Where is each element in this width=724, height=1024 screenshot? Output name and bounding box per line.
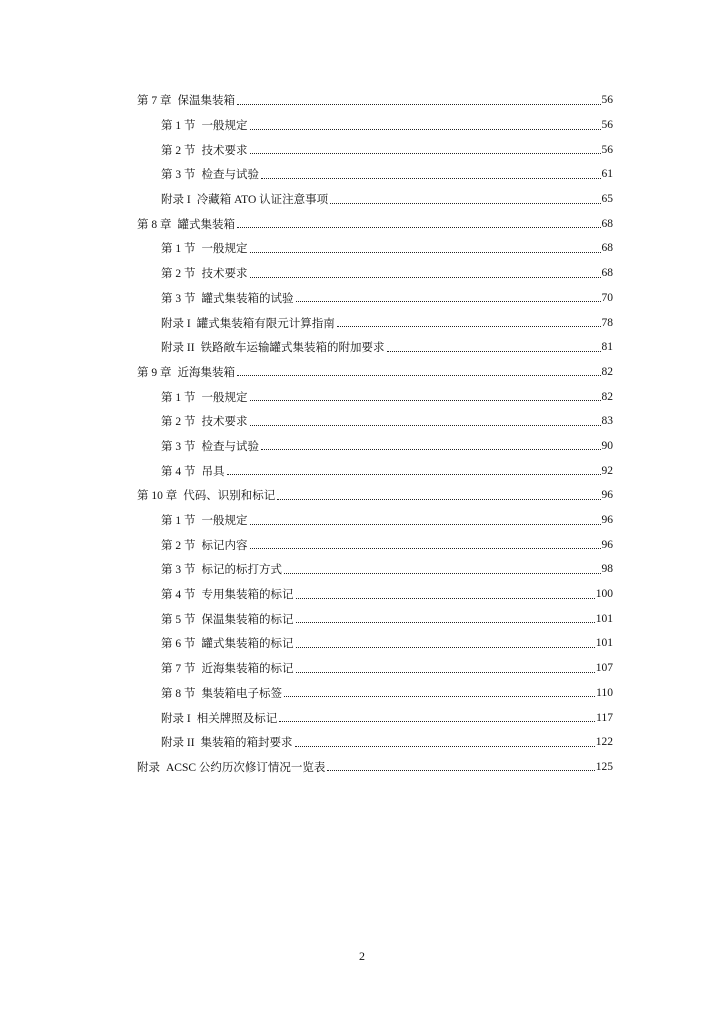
page-number: 2 — [359, 949, 365, 963]
toc-dot-leader — [237, 375, 601, 376]
toc-section-entry — [137, 261, 613, 286]
toc-section-entry — [137, 335, 613, 360]
toc-dot-leader — [250, 277, 601, 278]
toc-dot-leader — [387, 351, 601, 352]
toc-entry-page: 83 — [601, 415, 613, 428]
toc-chapter-entry — [137, 755, 613, 780]
toc-entry-page: 56 — [601, 143, 613, 156]
toc-section-entry — [137, 286, 613, 311]
toc-entry-number: 第 3 节 — [161, 169, 196, 182]
toc-section-entry — [137, 606, 613, 631]
toc-entry-title: ACSC 公约历次修订情况一览表 — [166, 761, 326, 774]
toc-section-entry — [137, 458, 613, 483]
toc-dot-leader — [237, 227, 601, 228]
toc-entry-title: 一般规定 — [201, 391, 248, 404]
toc-entry-title: 冷藏箱 ATO 认证注意事项 — [196, 194, 329, 207]
toc-entry-page: 101 — [595, 637, 613, 650]
toc-entry-title: 罐式集装箱的试验 — [201, 292, 294, 305]
toc-entry-page: 82 — [601, 365, 613, 378]
toc-entry-page: 78 — [601, 316, 613, 329]
toc-entry-title: 近海集装箱的标记 — [201, 663, 294, 676]
toc-section-entry — [137, 582, 613, 607]
toc-entry-page: 92 — [601, 464, 613, 477]
toc-entry-page: 56 — [601, 119, 613, 132]
toc-entry-number: 附录 — [137, 761, 160, 774]
toc-entry-page: 68 — [601, 242, 613, 255]
toc-entry-title: 标记的标打方式 — [201, 564, 282, 577]
toc-dot-leader — [227, 474, 601, 475]
table-of-contents — [137, 88, 613, 779]
toc-dot-leader — [250, 400, 601, 401]
toc-dot-leader — [250, 425, 601, 426]
toc-entry-page: 68 — [601, 267, 613, 280]
toc-entry-title: 近海集装箱 — [177, 366, 235, 379]
toc-entry-title: 技术要求 — [201, 416, 248, 429]
toc-dot-leader — [250, 548, 601, 549]
toc-entry-page: 107 — [595, 662, 613, 675]
toc-entry-title: 标记内容 — [201, 539, 248, 552]
toc-entry-page: 61 — [601, 168, 613, 181]
toc-entry-number: 第 1 节 — [161, 120, 196, 133]
toc-chapter-entry — [137, 88, 613, 113]
toc-entry-number: 附录 II — [161, 342, 195, 355]
toc-entry-page: 96 — [601, 489, 613, 502]
toc-dot-leader — [277, 499, 600, 500]
toc-dot-leader — [284, 573, 601, 574]
toc-entry-title: 保温集装箱 — [177, 95, 235, 108]
toc-entry-title: 铁路敞车运输罐式集装箱的附加要求 — [200, 342, 385, 355]
toc-entry-page: 56 — [601, 94, 613, 107]
toc-dot-leader — [337, 326, 601, 327]
toc-entry-title: 吊具 — [201, 465, 225, 478]
toc-entry-page: 68 — [601, 217, 613, 230]
toc-dot-leader — [295, 746, 595, 747]
toc-entry-page: 96 — [601, 538, 613, 551]
toc-section-entry — [137, 656, 613, 681]
toc-entry-title: 技术要求 — [201, 144, 248, 157]
toc-entry-number: 第 3 节 — [161, 440, 196, 453]
toc-entry-page: 125 — [595, 760, 613, 773]
toc-entry-number: 第 1 节 — [161, 391, 196, 404]
toc-section-entry — [137, 532, 613, 557]
toc-entry-title: 集装箱电子标签 — [201, 687, 282, 700]
toc-dot-leader — [250, 524, 601, 525]
toc-dot-leader — [279, 721, 595, 722]
toc-section-entry — [137, 508, 613, 533]
toc-entry-number: 第 2 节 — [161, 416, 196, 429]
toc-chapter-entry — [137, 483, 613, 508]
toc-entry-page: 90 — [601, 439, 613, 452]
toc-entry-number: 第 3 节 — [161, 564, 196, 577]
toc-entry-page: 110 — [596, 686, 613, 699]
toc-entry-number: 附录 I — [161, 712, 191, 725]
toc-entry-title: 专用集装箱的标记 — [201, 589, 294, 602]
toc-entry-number: 第 4 节 — [161, 465, 196, 478]
toc-entry-number: 第 2 节 — [161, 144, 196, 157]
toc-dot-leader — [327, 770, 594, 771]
toc-dot-leader — [261, 449, 601, 450]
toc-entry-title: 检查与试验 — [201, 169, 259, 182]
toc-entry-page: 82 — [601, 390, 613, 403]
toc-entry-number: 第 8 章 — [137, 218, 172, 231]
toc-section-entry — [137, 631, 613, 656]
toc-section-entry — [137, 187, 613, 212]
toc-entry-number: 附录 I — [161, 194, 191, 207]
toc-dot-leader — [296, 672, 595, 673]
toc-dot-leader — [296, 647, 595, 648]
toc-section-entry — [137, 434, 613, 459]
toc-entry-number: 附录 I — [161, 317, 191, 330]
toc-dot-leader — [330, 203, 600, 204]
toc-section-entry — [137, 557, 613, 582]
toc-chapter-entry — [137, 360, 613, 385]
toc-section-entry — [137, 409, 613, 434]
toc-entry-number: 第 10 章 — [137, 490, 178, 503]
toc-entry-title: 技术要求 — [201, 268, 248, 281]
toc-entry-number: 第 7 章 — [137, 95, 172, 108]
toc-entry-title: 保温集装箱的标记 — [201, 613, 294, 626]
toc-entry-number: 第 8 节 — [161, 687, 196, 700]
toc-entry-number: 第 1 节 — [161, 515, 196, 528]
toc-dot-leader — [250, 129, 601, 130]
toc-entry-number: 第 2 节 — [161, 539, 196, 552]
toc-section-entry — [137, 705, 613, 730]
toc-entry-title: 检查与试验 — [201, 440, 259, 453]
toc-entry-number: 第 1 节 — [161, 243, 196, 256]
toc-section-entry — [137, 384, 613, 409]
toc-dot-leader — [237, 104, 601, 105]
toc-section-entry — [137, 236, 613, 261]
toc-section-entry — [137, 162, 613, 187]
toc-entry-number: 第 6 节 — [161, 638, 196, 651]
toc-entry-page: 70 — [601, 291, 613, 304]
toc-entry-page: 96 — [601, 514, 613, 527]
toc-entry-title: 相关牌照及标记 — [196, 712, 278, 725]
toc-entry-page: 98 — [601, 563, 613, 576]
toc-entry-title: 代码、识别和标记 — [183, 490, 276, 503]
toc-entry-page: 81 — [601, 341, 613, 354]
toc-dot-leader — [261, 178, 601, 179]
toc-entry-number: 第 9 章 — [137, 366, 172, 379]
toc-section-entry — [137, 681, 613, 706]
toc-entry-title: 一般规定 — [201, 515, 248, 528]
toc-entry-title: 罐式集装箱的标记 — [201, 638, 294, 651]
toc-chapter-entry — [137, 211, 613, 236]
toc-entry-number: 第 5 节 — [161, 613, 196, 626]
toc-entry-title: 罐式集装箱 — [177, 218, 235, 231]
toc-dot-leader — [296, 301, 601, 302]
toc-dot-leader — [250, 153, 601, 154]
toc-entry-page: 65 — [601, 193, 613, 206]
toc-entry-title: 罐式集装箱有限元计算指南 — [196, 317, 335, 330]
toc-entry-page: 122 — [595, 736, 613, 749]
toc-entry-page: 101 — [595, 612, 613, 625]
toc-entry-title: 集装箱的箱封要求 — [200, 737, 293, 750]
toc-entry-number: 第 7 节 — [161, 663, 196, 676]
toc-entry-number: 第 2 节 — [161, 268, 196, 281]
toc-entry-title: 一般规定 — [201, 120, 248, 133]
toc-dot-leader — [296, 598, 595, 599]
toc-entry-title: 一般规定 — [201, 243, 248, 256]
toc-section-entry — [137, 137, 613, 162]
toc-section-entry — [137, 113, 613, 138]
toc-entry-number: 第 4 节 — [161, 589, 196, 602]
toc-entry-page: 100 — [595, 588, 613, 601]
toc-dot-leader — [250, 252, 601, 253]
toc-entry-number: 第 3 节 — [161, 292, 196, 305]
toc-entry-page: 117 — [596, 711, 613, 724]
toc-entry-number: 附录 II — [161, 737, 195, 750]
toc-dot-leader — [284, 696, 595, 697]
toc-dot-leader — [296, 622, 595, 623]
toc-section-entry — [137, 310, 613, 335]
toc-section-entry — [137, 730, 613, 755]
